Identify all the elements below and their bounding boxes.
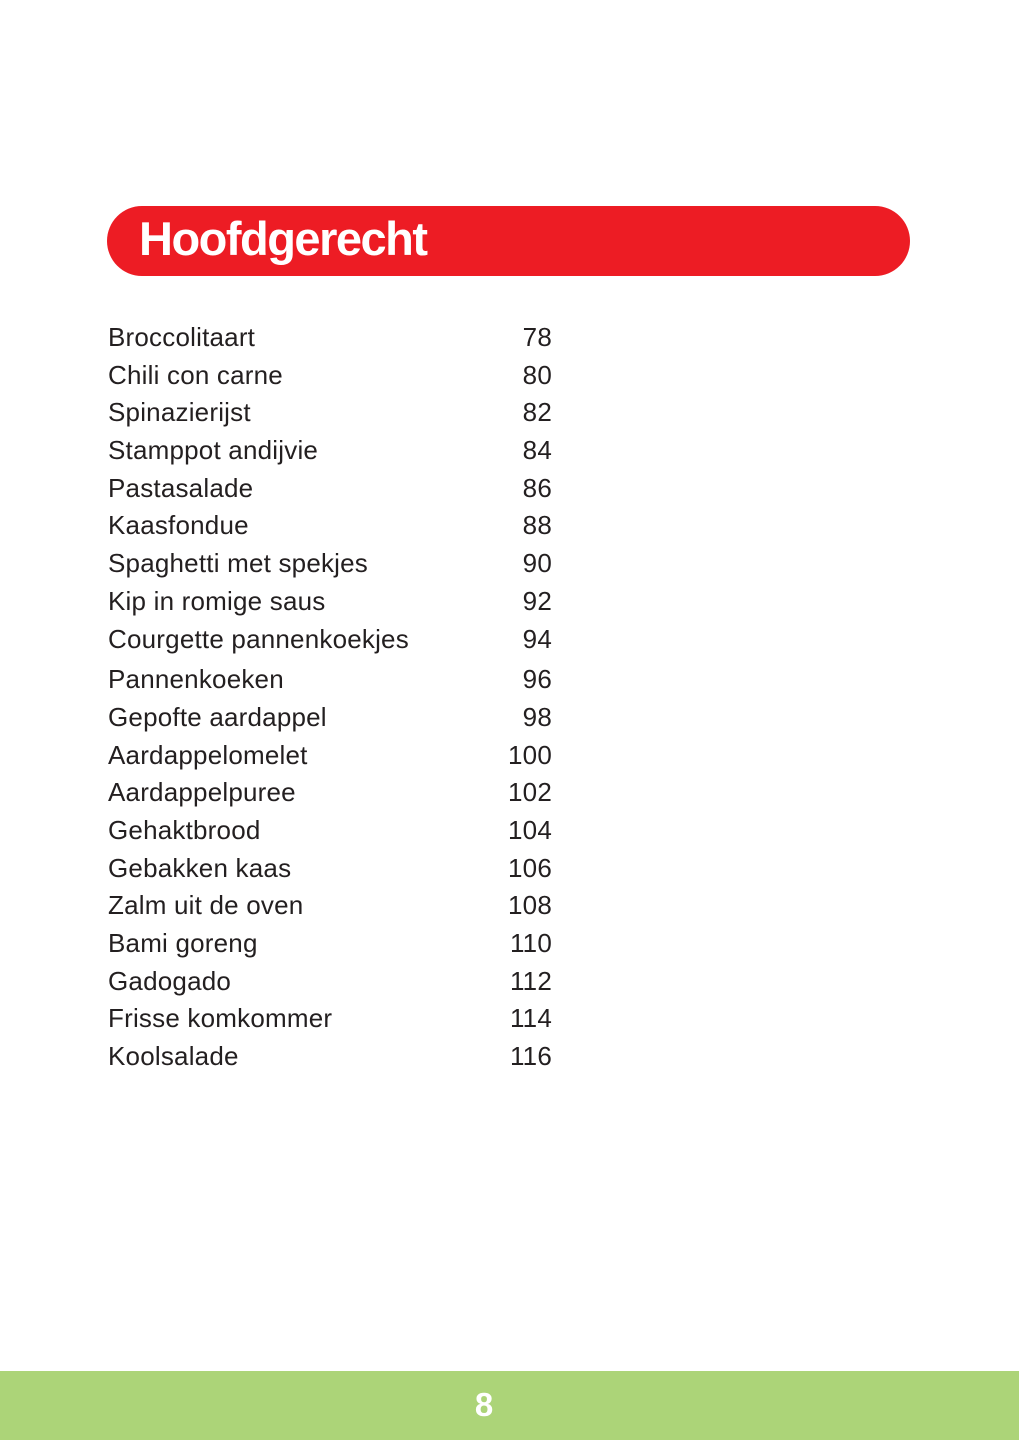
toc-page-number: 86 <box>522 472 552 503</box>
toc-row[interactable] <box>108 356 554 394</box>
toc-page-number: 82 <box>522 397 552 428</box>
toc-label: Kip in romige saus <box>108 585 326 616</box>
toc-label: Gadogado <box>108 965 232 996</box>
toc-page-number: 104 <box>508 814 552 845</box>
toc-label: Gebakken kaas <box>108 852 292 883</box>
toc-page-number: 92 <box>522 585 552 616</box>
toc-page-number: 106 <box>508 852 552 883</box>
toc-row[interactable] <box>108 469 554 507</box>
toc-row[interactable] <box>108 318 554 356</box>
toc-row[interactable] <box>108 962 554 1000</box>
toc-label: Zalm uit de oven <box>108 890 304 921</box>
page-number: 8 <box>474 1386 494 1423</box>
toc-row[interactable] <box>108 811 554 849</box>
toc-row[interactable] <box>108 736 554 774</box>
toc-page-number: 108 <box>508 890 552 921</box>
toc-row[interactable] <box>108 773 554 811</box>
toc-row[interactable] <box>108 886 554 924</box>
toc-label: Courgette pannenkoekjes <box>108 623 409 654</box>
toc-row[interactable] <box>108 582 554 620</box>
toc-page-number: 116 <box>509 1041 552 1072</box>
toc-label: Chili con carne <box>108 359 283 390</box>
toc-label: Broccolitaart <box>108 322 256 352</box>
toc-label: Spaghetti met spekjes <box>108 548 369 579</box>
table-of-contents <box>108 318 554 1075</box>
toc-label: Kaasfondue <box>108 510 249 541</box>
toc-row[interactable] <box>108 1037 554 1075</box>
toc-row[interactable] <box>108 924 554 962</box>
toc-row[interactable] <box>108 393 554 431</box>
toc-label: Pastasalade <box>108 472 254 503</box>
toc-label: Aardappelomelet <box>108 739 308 770</box>
toc-row[interactable] <box>108 698 554 736</box>
toc-label: Gepofte aardappel <box>108 701 327 732</box>
toc-label: Frisse komkommer <box>108 1003 333 1034</box>
toc-row[interactable] <box>108 660 554 698</box>
footer-band <box>0 1371 1019 1440</box>
toc-page-number: 88 <box>522 510 552 541</box>
toc-label: Koolsalade <box>108 1041 239 1072</box>
toc-page-number: 96 <box>522 664 552 695</box>
toc-row[interactable] <box>108 849 554 887</box>
toc-label: Pannenkoeken <box>108 664 284 695</box>
toc-page-number: 80 <box>522 359 552 390</box>
toc-page-number: 78 <box>522 322 552 352</box>
toc-page-number: 98 <box>522 701 552 732</box>
toc-row[interactable] <box>108 431 554 469</box>
toc-label: Gehaktbrood <box>108 814 261 845</box>
toc-row[interactable] <box>108 620 554 658</box>
toc-page-number: 110 <box>509 928 552 958</box>
toc-label: Bami goreng <box>108 928 258 958</box>
toc-page-number: 90 <box>522 548 552 579</box>
toc-page-number: 94 <box>522 623 552 654</box>
toc-page-number: 84 <box>522 435 552 466</box>
toc-row[interactable] <box>108 999 554 1037</box>
toc-page-number: 114 <box>509 1003 552 1034</box>
toc-page-number: 112 <box>509 965 552 996</box>
toc-row[interactable] <box>108 544 554 582</box>
toc-label: Aardappelpuree <box>108 777 296 808</box>
toc-label: Stamppot andijvie <box>108 435 319 466</box>
section-header-banner <box>107 206 910 276</box>
section-title: Hoofdgerecht <box>139 212 427 265</box>
toc-page-number: 102 <box>508 777 552 808</box>
toc-page-number: 100 <box>508 739 552 770</box>
toc-label: Spinazierijst <box>108 397 251 428</box>
toc-row[interactable] <box>108 506 554 544</box>
